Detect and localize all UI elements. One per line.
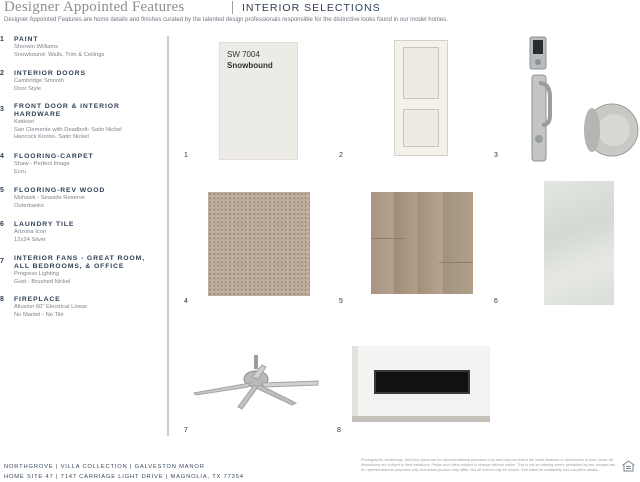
swatch-name: Snowbound	[227, 61, 273, 70]
ceiling-fan-image	[192, 355, 322, 415]
image-number: 5	[339, 298, 343, 305]
item-detail: Door Style	[14, 85, 42, 92]
footer-line-2: HOME SITE 47 | 7147 CARRIAGE LIGHT DRIVE | MAGNOLIA, TX 77354	[4, 474, 244, 480]
item-detail: Outerbanks	[14, 202, 44, 209]
hardware-image	[520, 35, 640, 165]
page-subtitle: Designer Appointed Features are home details and finishes curated by the talented design professionals responsible for the distinctive looks found in our model homes.	[4, 17, 448, 23]
image-number: 1	[184, 152, 188, 159]
title-divider	[232, 1, 233, 14]
item-detail: Progress Lighting	[14, 271, 60, 277]
item-detail: Cambridge Smooth	[14, 78, 64, 84]
fireplace-image	[352, 346, 490, 422]
item-title: FIREPLACE	[14, 296, 61, 303]
page-header	[4, 0, 640, 16]
item-title: FLOORING-REV WOOD	[14, 187, 106, 194]
section-title: INTERIOR SELECTIONS	[242, 2, 381, 14]
image-number: 8	[337, 427, 341, 434]
image-number: 2	[339, 152, 343, 159]
image-number: 3	[494, 152, 498, 159]
item-title: INTERIOR FANS - GREAT ROOM, ALL BEDROOMS, & OFFICE	[14, 255, 146, 270]
footer-line-1: NORTHGROVE | VILLA COLLECTION | GALVESTON MANOR	[4, 464, 205, 470]
handleset	[532, 75, 546, 161]
item-detail: Allusion 60" Electrical Linear	[14, 304, 88, 310]
item-detail: Ecru	[14, 168, 26, 175]
item-detail: Kwikset	[14, 119, 34, 125]
equal-housing-icon	[622, 460, 635, 472]
carpet-sample	[208, 192, 310, 296]
item-number: 1	[0, 36, 4, 43]
item-title: FRONT DOOR & INTERIOR HARDWARE	[14, 103, 120, 118]
item-number: 6	[0, 221, 4, 228]
item-number: 8	[0, 296, 4, 303]
item-detail: Hancock Knobs- Satin Nickel	[14, 134, 89, 140]
item-detail: 12x24 Silver	[14, 236, 46, 243]
item-title: INTERIOR DOORS	[14, 70, 86, 77]
image-number: 7	[184, 427, 188, 434]
item-title: LAUNDRY TILE	[14, 221, 75, 228]
footer-address	[4, 462, 244, 482]
footer-disclaimer: Photographs, renderings, and floor plans are for representational purposes only and may not reflect the exact features or dimensions of your home. All dimensions are subject to field variations. Prices and offers subject to change without notice. This is not an offering where prohibited by law. Images are for representational purposes only and actual product may differ. Not all homes may be shown. See sales for availability and complete details.	[361, 458, 616, 472]
item-detail: Gust - Brushed Nickel	[14, 278, 71, 285]
swatch-code: SW 7004	[227, 50, 260, 59]
column-divider	[167, 36, 169, 436]
item-detail: Shaw - Perfect Image	[14, 161, 70, 167]
image-number: 6	[494, 298, 498, 305]
item-detail: Arizona Icon	[14, 229, 47, 235]
item-detail: Mohawk - Seaside Reserve	[14, 195, 85, 201]
door-panel	[403, 109, 439, 147]
item-number: 2	[0, 70, 4, 77]
fireplace-insert	[374, 370, 470, 394]
item-number: 7	[0, 258, 4, 265]
door-panel	[403, 47, 439, 99]
paint-swatch	[219, 42, 298, 160]
item-detail: San Clemente with Deadbolt- Satin Nickel	[14, 126, 122, 133]
item-detail: Sherwin Williams	[14, 44, 59, 50]
door-image	[394, 40, 448, 156]
image-number: 4	[184, 298, 188, 305]
item-title: FLOORING-CARPET	[14, 153, 94, 160]
laundry-tile-sample	[544, 181, 614, 305]
page-title: Designer Appointed Features	[4, 0, 185, 15]
item-number: 4	[0, 153, 4, 160]
item-title: PAINT	[14, 36, 39, 43]
wood-floor-sample	[371, 192, 473, 294]
item-number: 5	[0, 187, 4, 194]
item-number: 3	[0, 106, 4, 113]
item-detail: No Mantel - No Tile	[14, 311, 64, 318]
item-detail: Snowbound- Walls, Trim & Ceilings	[14, 51, 105, 58]
